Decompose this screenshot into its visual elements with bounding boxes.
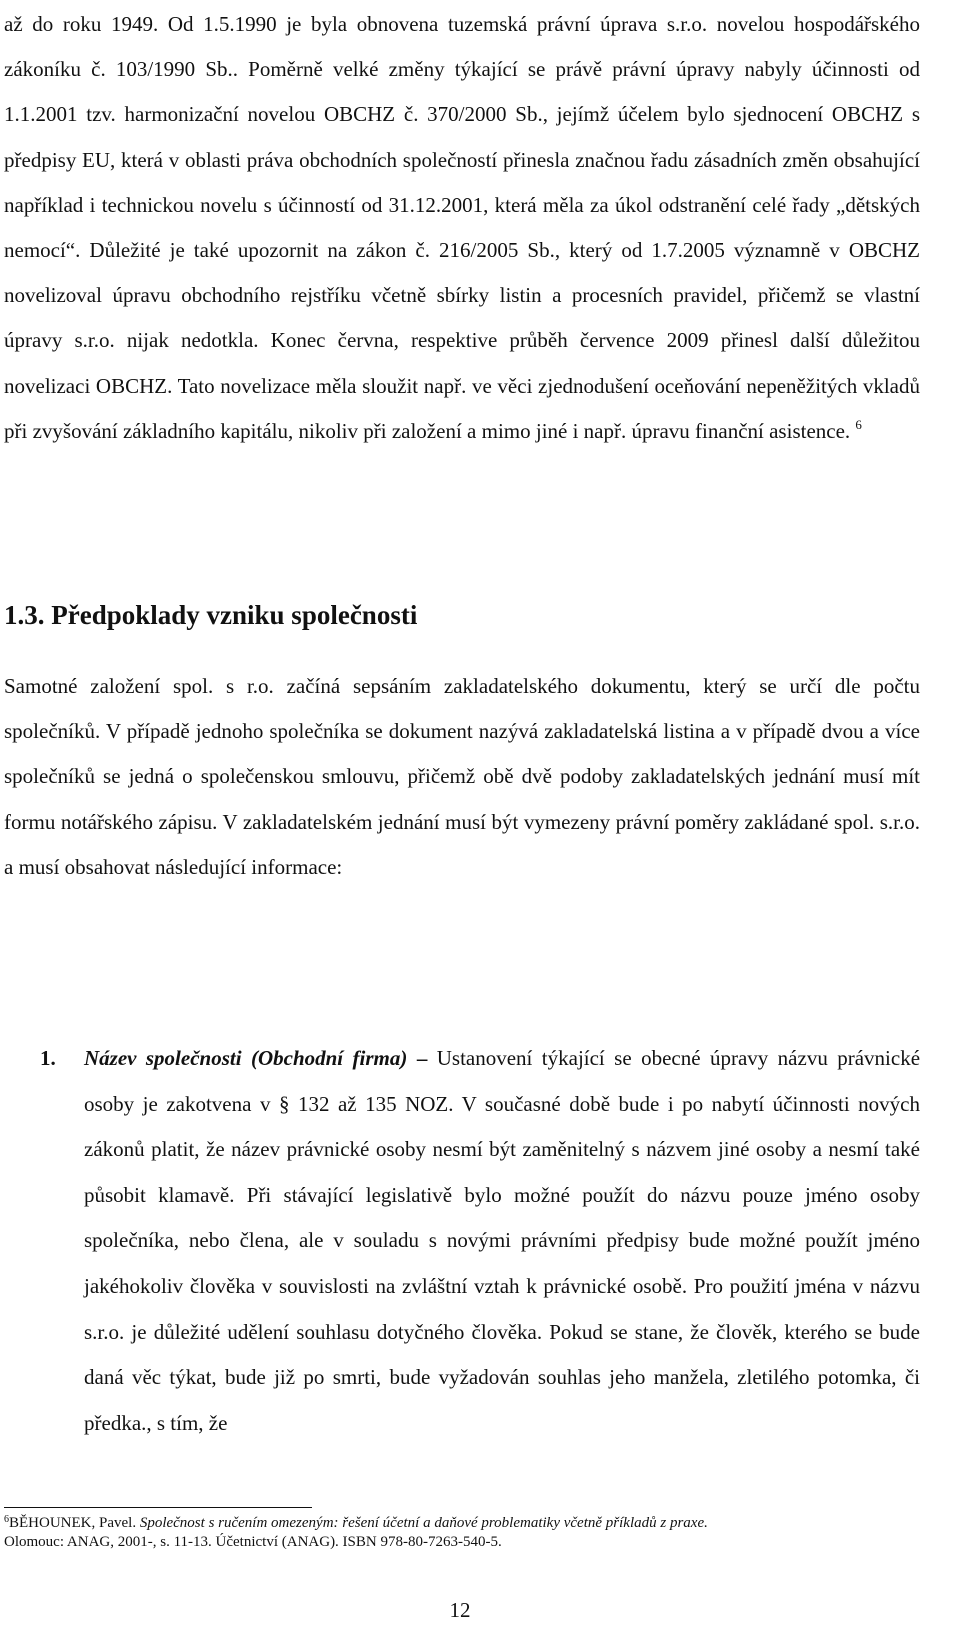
body-paragraph-founding: Samotné založení spol. s r.o. začíná sepsáním zakladatelského dokumentu, který se určí dle počtu společníků. V případě jednoho společníka se dokument nazývá zakladatelská listina a v případě dvou a více společníků se jedná o společenskou smlouvu, přičemž obě dvě podoby zakladatelských jednání musí mít formu notářského zápisu. V zakladatelském jednání musí být vymezeny právní poměry zakládané spol. s.r.o. a musí obsahovat následující informace: [4,674,920,879]
footnote-reference: 6 [855,416,862,432]
list-item-text: Ustanovení týkající se obecné úpravy názvu právnické osoby je zakotvena v § 132 až 135 NOZ. V současné době bude i po nabytí účinnosti nových zákonů platit, že název právnické osoby nesmí být zaměnitelný s názvem jiné osoby a nesmí také působit klamavě. Při stávající legislativě bylo možné použít do názvu pouze jméno osoby společníka, nebo člena, ale v souladu s novými právními předpisy bude možné použít jméno jakéhokoliv člověka v souvislosti na zvláštní vztah k právnické osobě. Pro použití jména v názvu s.r.o. je důležité udělení souhlasu dotyčného člověka. Pokud se stane, že člověk, kterého se bude daná věc týkat, bude již po smrti, bude vyžadován souhlas jeho manžela, zletilého potomka, či předka., s tím, že [84,1046,921,1435]
list-item-number: 1. [40,1046,56,1070]
list-item [4,1036,920,1446]
list-item-dash: – [416,1046,428,1070]
paragraph-text: až do roku 1949. Od 1.5.1990 je byla obnovena tuzemská právní úprava s.r.o. novelou hospodářského zákoníku č. 103/1990 Sb.. Poměrně velké změny týkající se právě právní úpravy nabyly účinnosti od 1.1.2001 tzv. harmonizační novelou OBCHZ č. 370/2000 Sb., jejímž účelem bylo sjednocení OBCHZ s předpisy EU, která v oblasti práva obchodních společností přinesla značnou řadu zásadních změn obsahující například i technickou novelu s účinností od 31.12.2001, která měla za úkol odstranění celé řady „dětských nemocí“. Důležité je také upozornit na zákon č. 216/2005 Sb., který od 1.7.2005 významně v OBCHZ novelizoval úpravu obchodního rejstříku včetně sbírky listin a procesních pravidel, přičemž se vlastní úpravy s.r.o. nijak nedotkla. Konec června, respektive průběh července 2009 přinesl další důležitou novelizaci OBCHZ. Tato novelizace měla sloužit např. ve věci zjednodušení oceňování nepeněžitých vkladů při zvyšování základního kapitálu, nikoliv při založení a mimo jiné i např. úpravu finanční asistence. [4,12,920,443]
body-paragraph-history [4,2,920,454]
list-item-title: Název společnosti (Obchodní firma) [84,1046,408,1070]
footnote-marker: 6 [4,1514,9,1525]
footnote-publication: Olomouc: ANAG, 2001-, s. 11-13. Účetnictví (ANAG). ISBN 978-80-7263-540-5. [4,1534,502,1550]
footnote [4,1514,920,1552]
section-heading: 1.3. Předpoklady vzniku společnosti [4,600,418,630]
footnote-title: Společnost s ručením omezeným: řešení účetní a daňové problematiky včetně příkladů z praxe. [139,1515,708,1531]
list-item-body [84,1036,920,1446]
footnote-separator [4,1507,312,1508]
page-number: 12 [449,1598,471,1622]
footnote-author: BĚHOUNEK, Pavel. [9,1515,137,1531]
